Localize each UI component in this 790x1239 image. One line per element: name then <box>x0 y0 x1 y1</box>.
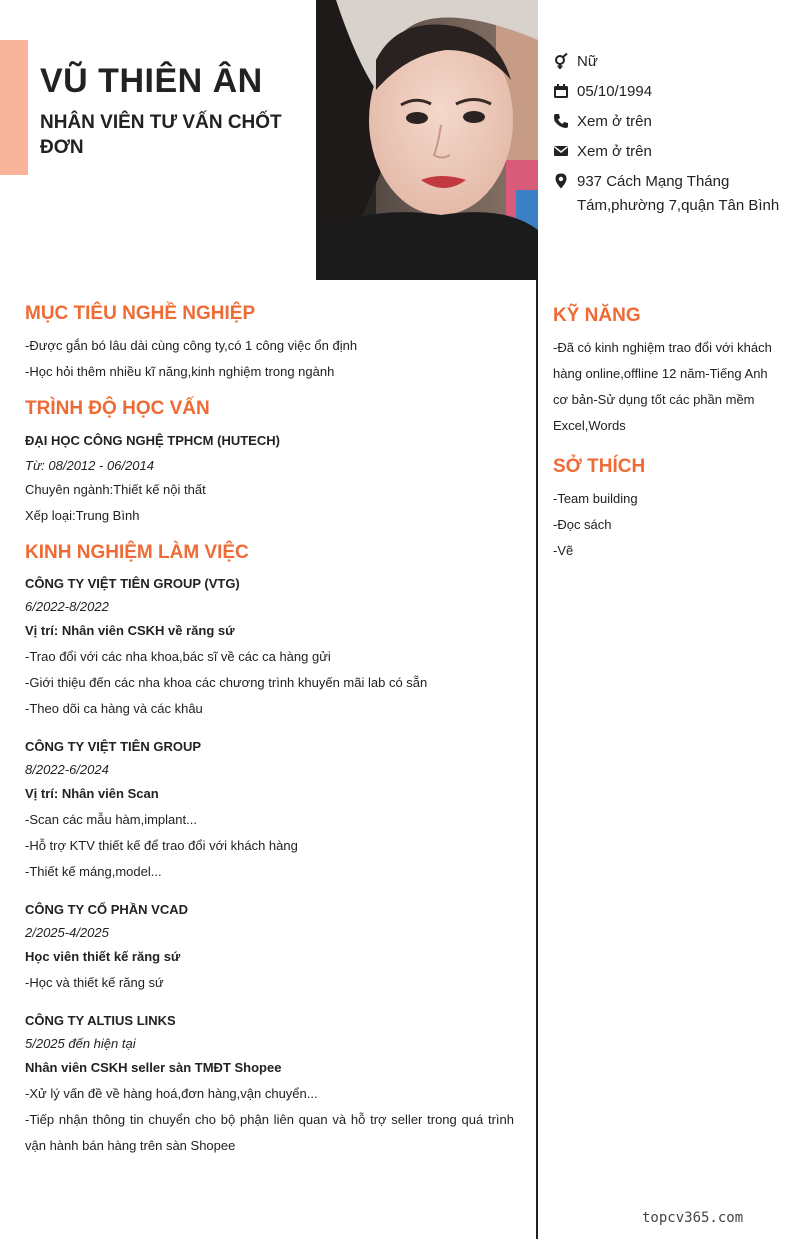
job-company: CÔNG TY ALTIUS LINKS <box>25 1013 176 1028</box>
header-accent-bar <box>0 40 28 175</box>
email-icon <box>553 143 569 159</box>
job-entry <box>25 898 514 996</box>
job-detail: -Trao đổi với các nha khoa,bác sĩ về các ca hàng gửi <box>25 649 331 664</box>
calendar-icon <box>553 83 569 99</box>
hobbies-section <box>553 456 778 564</box>
job-detail: -Tiếp nhận thông tin chuyển cho bộ phận liên quan và hỗ trợ seller trong quá trình vận hành bán hàng trên sàn Shopee <box>25 1112 514 1153</box>
objective-section <box>25 303 514 385</box>
objective-line: -Được gắn bó lâu dài cùng công ty,có 1 công việc ổn định <box>25 338 358 353</box>
skills-text: -Đã có kinh nghiệm trao đổi với khách hàng online,offline 12 năm-Tiếng Anh cơ bản-Sử dụng tốt các phần mềm Excel,Words <box>553 340 772 433</box>
column-divider <box>536 280 538 1239</box>
candidate-name: VŨ THIÊN ÂN <box>40 62 263 100</box>
education-rank: Xếp loại:Trung Bình <box>25 508 140 523</box>
job-company: CÔNG TY VIỆT TIÊN GROUP <box>25 739 202 754</box>
job-detail: -Học và thiết kế răng sứ <box>25 975 164 990</box>
address-value: 937 Cách Mạng Tháng Tám,phường 7,quận Tân Bình <box>577 173 780 214</box>
phone-icon <box>553 113 569 129</box>
email-value: Xem ở trên <box>577 143 652 160</box>
contact-birthday <box>553 80 790 104</box>
job-position: Nhân viên CSKH seller sàn TMĐT Shopee <box>25 1060 282 1075</box>
experience-section <box>25 542 514 1159</box>
education-major: Chuyên ngành:Thiết kế nội thất <box>25 482 206 497</box>
job-title: NHÂN VIÊN TƯ VẤN CHỐT ĐƠN <box>40 112 282 158</box>
phone-value: Xem ở trên <box>577 113 652 130</box>
job-detail: -Giới thiệu đến các nha khoa các chương trình khuyến mãi lab có sẵn <box>25 675 428 690</box>
job-position: Vị trí: Nhân viên CSKH về răng sứ <box>25 623 235 638</box>
job-entry <box>25 1009 514 1159</box>
school-name: ĐẠI HỌC CÔNG NGHỆ TPHCM (HUTECH) <box>25 433 280 448</box>
hobby-item: -Đọc sách <box>553 517 612 532</box>
skills-title: KỸ NĂNG <box>553 305 641 326</box>
job-period: 8/2022-6/2024 <box>25 762 109 777</box>
skills-section <box>553 305 778 439</box>
experience-title: KINH NGHIỆM LÀM VIỆC <box>25 542 249 563</box>
job-entry <box>25 572 514 722</box>
job-detail: -Xử lý vấn đề về hàng hoá,đơn hàng,vận chuyển... <box>25 1086 318 1101</box>
watermark: topcv365.com <box>642 1210 744 1226</box>
education-title: TRÌNH ĐỘ HỌC VẤN <box>25 398 210 419</box>
contact-address <box>553 170 790 218</box>
job-detail: -Thiết kế máng,model... <box>25 864 162 879</box>
job-company: CÔNG TY VIỆT TIÊN GROUP (VTG) <box>25 576 240 591</box>
job-company: CÔNG TY CỔ PHẦN VCAD <box>25 902 188 917</box>
education-section <box>25 398 514 529</box>
contact-gender <box>553 50 790 74</box>
objective-line: -Học hỏi thêm nhiều kĩ năng,kinh nghiệm trong ngành <box>25 364 335 379</box>
job-detail: -Hỗ trợ KTV thiết kế để trao đổi với khách hàng <box>25 838 298 853</box>
side-column <box>553 305 778 564</box>
gender-icon <box>553 53 569 69</box>
hobbies-title: SỞ THÍCH <box>553 456 646 477</box>
job-entry <box>25 735 514 885</box>
location-pin-icon <box>553 173 569 189</box>
main-column <box>25 303 514 1159</box>
gender-value: Nữ <box>577 53 598 70</box>
contact-info <box>553 50 790 224</box>
education-period: Từ: 08/2012 - 06/2014 <box>25 458 154 473</box>
birthday-value: 05/10/1994 <box>577 83 653 100</box>
hobby-item: -Team building <box>553 491 638 506</box>
contact-phone <box>553 110 790 134</box>
job-period: 2/2025-4/2025 <box>25 925 109 940</box>
job-period: 5/2025 đến hiện tại <box>25 1036 136 1051</box>
profile-photo <box>316 0 538 280</box>
job-detail: -Scan các mẫu hàm,implant... <box>25 812 197 827</box>
hobby-item: -Vẽ <box>553 543 574 558</box>
contact-email <box>553 140 790 164</box>
job-detail: -Theo dõi ca hàng và các khâu <box>25 701 203 716</box>
objective-title: MỤC TIÊU NGHỀ NGHIỆP <box>25 303 256 324</box>
job-position: Vị trí: Nhân viên Scan <box>25 786 159 801</box>
job-period: 6/2022-8/2022 <box>25 599 109 614</box>
job-position: Học viên thiết kế răng sứ <box>25 949 181 964</box>
